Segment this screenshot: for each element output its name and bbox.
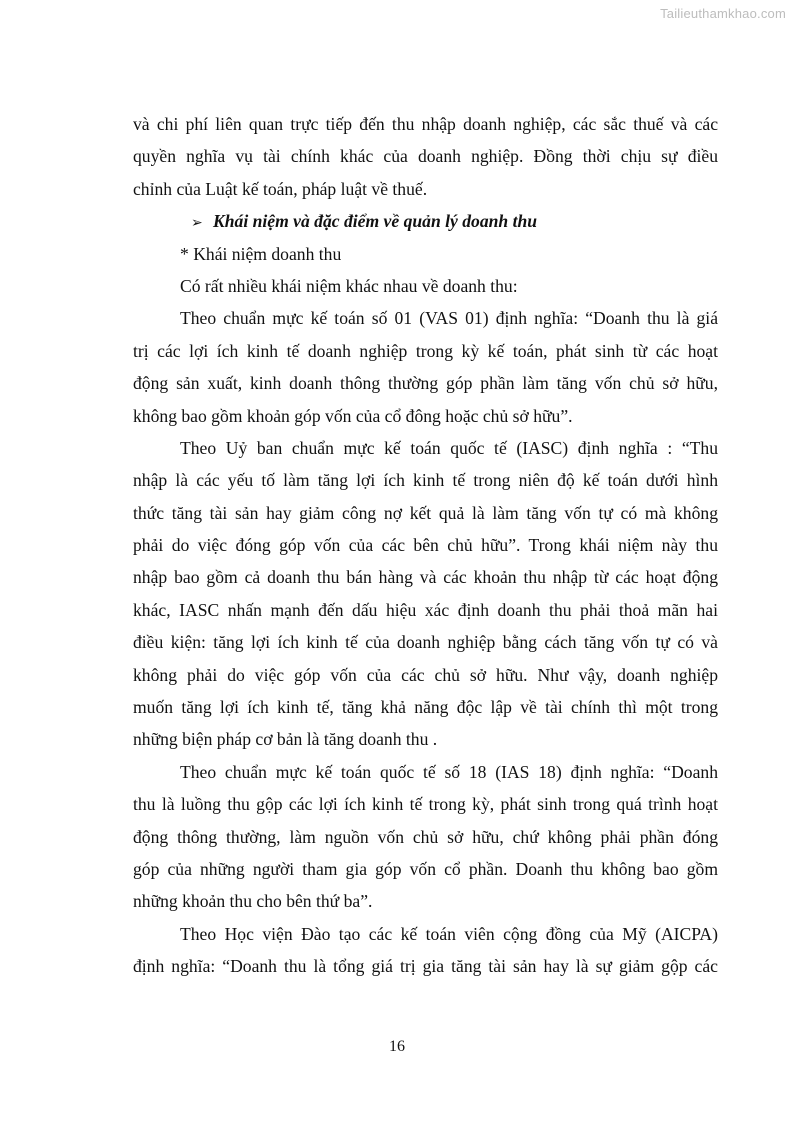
text-line: động sản xuất, kinh doanh thông thường góp phần làm tăng vốn chủ sở hữu, [133,373,718,394]
page-number: 16 [389,1038,405,1055]
text-line: chỉnh của Luật kế toán, pháp luật về thuế. [133,178,428,199]
text-line: phải do việc đóng góp vốn của các bên chủ hữu”. Trong khái niệm này thu [133,535,718,556]
text-line: nhập bao gồm cả doanh thu bán hàng và các khoản thu nhập từ các hoạt động [133,567,718,588]
text-line: thu là luồng thu gộp các lợi ích kinh tế trong kỳ, phát sinh trong quá trình hoạt [133,794,718,815]
text-line: Theo Học viện Đào tạo các kế toán viên cộng đồng của Mỹ (AICPA) [180,923,718,944]
text-line: khác, IASC nhấn mạnh đến dấu hiệu xác định doanh thu phải thoả mãn hai [133,599,718,620]
text-line: trị các lợi ích kinh tế doanh nghiệp trong kỳ kế toán, phát sinh từ các hoạt [133,340,718,361]
subheading: * Khái niệm doanh thu [180,243,342,264]
text-line: động thông thường, làm nguồn vốn chủ sở hữu, chứ không phải phần đóng [133,826,718,847]
text-line: không bao gồm khoản góp vốn của cổ đông hoặc chủ sở hữu”. [133,405,573,426]
section-heading-text: Khái niệm và đặc điểm về quản lý doanh thu [213,211,538,232]
text-line: Theo chuẩn mực kế toán quốc tế số 18 (IAS 18) định nghĩa: “Doanh [180,761,718,782]
text-line: những khoản thu cho bên thứ ba”. [133,891,373,912]
page-body [133,108,718,983]
text-line: quyền nghĩa vụ tài chính khác của doanh nghiệp. Đồng thời chịu sự điều [133,146,718,167]
text-line: muốn tăng lợi ích kinh tế, tăng khả năng độc lập về tài chính thì một trong [133,697,718,718]
text-line: nhập là các yếu tố làm tăng lợi ích kinh tế trong niên độ kế toán dưới hình [133,470,718,491]
section-heading [133,205,718,237]
text-line: Có rất nhiều khái niệm khác nhau về doanh thu: [180,275,518,296]
arrow-bullet-icon: ➢ [191,215,203,232]
text-line: điều kiện: tăng lợi ích kinh tế của doanh nghiệp bằng cách tăng vốn tự có và [133,632,718,653]
text-line: định nghĩa: “Doanh thu là tổng giá trị gia tăng tài sản hay là sự giảm gộp các [133,956,718,977]
text-line: Theo chuẩn mực kế toán số 01 (VAS 01) định nghĩa: “Doanh thu là giá [180,308,718,329]
text-line: và chi phí liên quan trực tiếp đến thu nhập doanh nghiệp, các sắc thuế và các [133,114,718,134]
text-line: thức tăng tài sản hay giảm công nợ kết quả là làm tăng vốn tự có mà không [133,502,718,523]
watermark: Tailieuthamkhao.com [660,6,786,21]
text-line: không phải do việc góp vốn của các chủ sở hữu. Như vậy, doanh nghiệp [133,664,718,685]
text-line: góp của những người tham gia góp vốn cổ phần. Doanh thu không bao gồm [133,858,718,879]
text-line: Theo Uỷ ban chuẩn mực kế toán quốc tế (IASC) định nghĩa : “Thu [180,437,718,458]
text-line: những biện pháp cơ bản là tăng doanh thu . [133,729,438,750]
